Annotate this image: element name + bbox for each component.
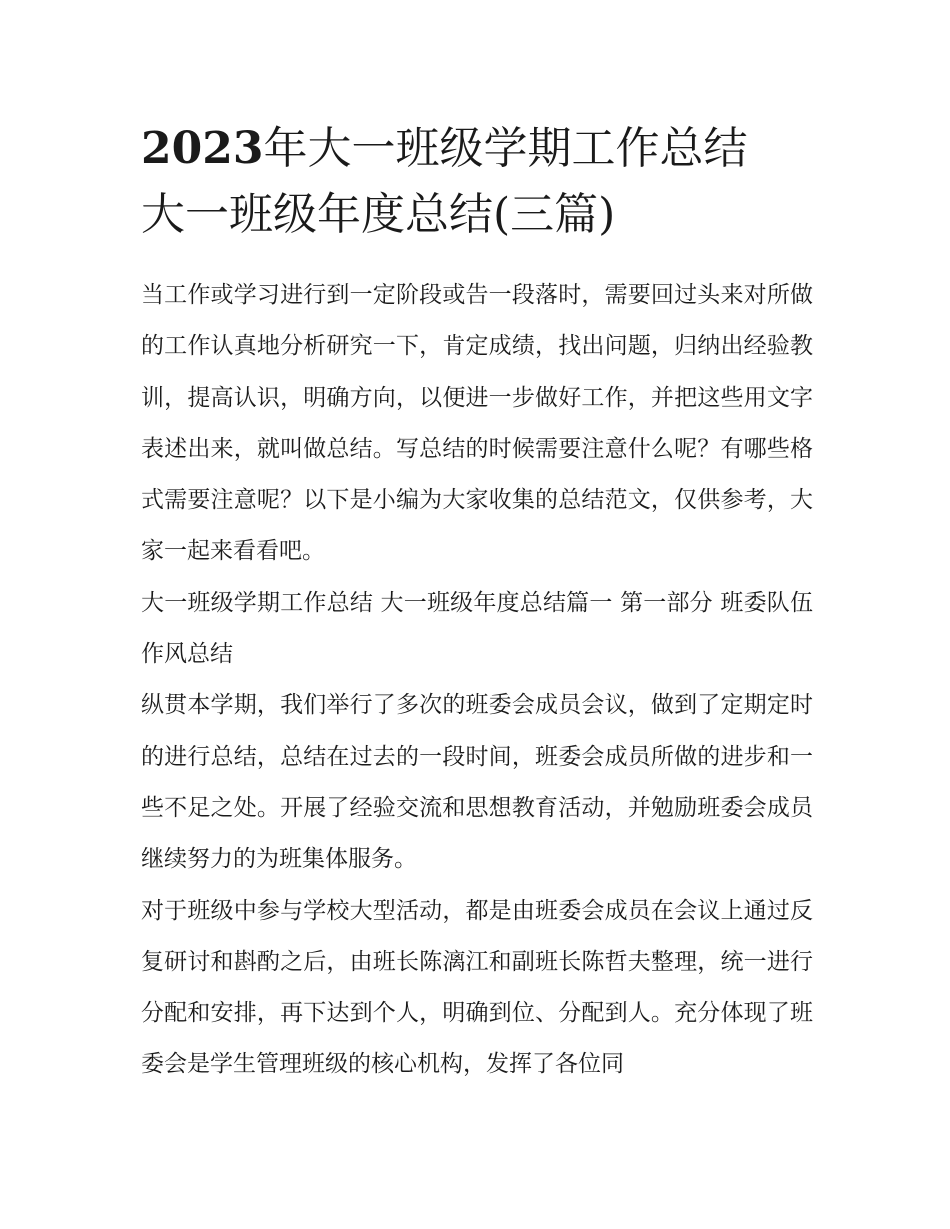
document-page	[141, 116, 813, 1091]
title-line-1-text: 年大一班级学期工作总结	[263, 123, 748, 174]
document-body	[141, 270, 813, 1091]
body-paragraph: 纵贯本学期，我们举行了多次的班委会成员会议，做到了定期定时的进行总结，总结在过去的一段时间，班委会成员所做的进步和一些不足之处。开展了经验交流和思想教育活动，并勉励班委会成员继续努力的为班集体服务。	[141, 692, 813, 873]
document-title	[141, 116, 813, 248]
title-line-1	[141, 116, 813, 182]
title-line-2: 大一班级年度总结(三篇)	[141, 189, 616, 240]
body-paragraph: 对于班级中参与学校大型活动，都是由班委会成员在会议上通过反复研讨和斟酌之后，由班长陈漓江和副班长陈哲夫整理，统一进行分配和安排，再下达到个人，明确到位、分配到人。充分体现了班委会是学生管理班级的核心机构，发挥了各位同	[141, 897, 813, 1078]
section-heading: 大一班级学期工作总结 大一班级年度总结篇一 第一部分 班委队伍作风总结	[141, 589, 813, 668]
intro-paragraph: 当工作或学习进行到一定阶段或告一段落时，需要回过头来对所做的工作认真地分析研究一下，肯定成绩，找出问题，归纳出经验教训，提高认识，明确方向，以便进一步做好工作，并把这些用文字表述出来，就叫做总结。写总结的时候需要注意什么呢？有哪些格式需要注意呢？以下是小编为大家收集的总结范文，仅供参考，大家一起来看看吧。	[141, 282, 813, 565]
title-year: 2023	[141, 123, 264, 174]
